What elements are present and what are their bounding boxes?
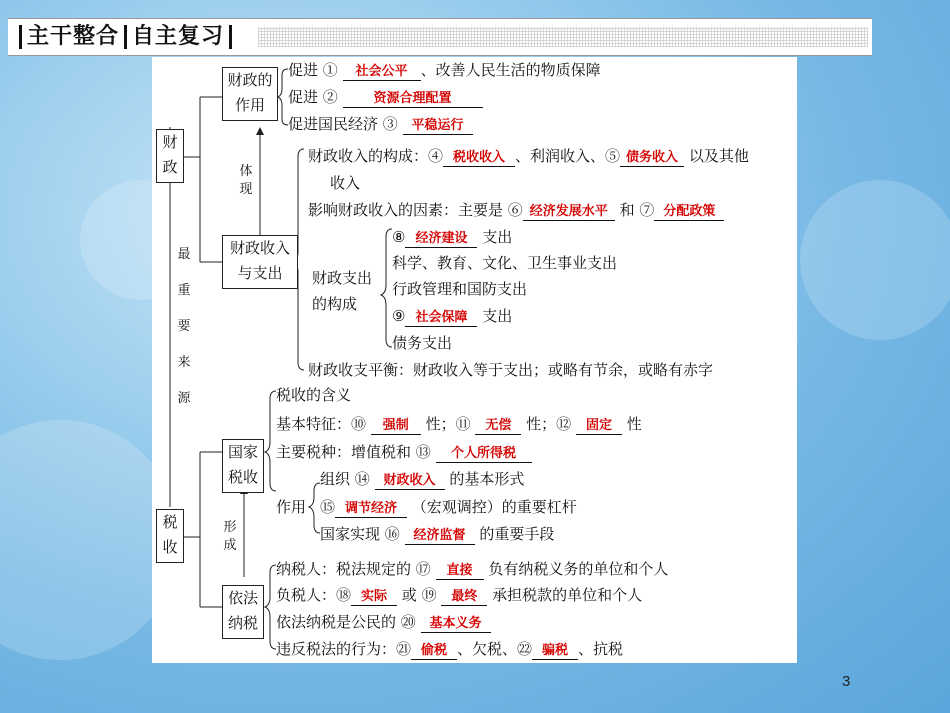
text-fragment: 国家实现 ⑯	[320, 525, 400, 543]
answer-blank: 平稳运行	[403, 118, 473, 135]
text-fragment: 基本特征：⑩	[276, 415, 367, 433]
fiscal-balance: 财政收支平衡：财政收入等于支出；或略有节余，或略有赤字	[308, 361, 714, 379]
header-decoration	[258, 27, 868, 47]
text-fragment: 负税人：⑱	[276, 586, 352, 604]
form-label: 形成	[223, 520, 237, 553]
section-header	[8, 18, 872, 56]
text-fragment: 、欠税、㉒	[457, 640, 533, 658]
revenue-expenditure-box	[222, 235, 298, 289]
answer-blank: 财政收入	[375, 473, 445, 490]
revenue-composition-cont: 收入	[330, 174, 361, 192]
finance-role-item	[288, 87, 483, 108]
text-fragment: ⑧	[392, 228, 406, 246]
tax-role-label: 作用	[276, 498, 307, 516]
answer-blank: 分配政策	[654, 204, 724, 221]
answer-blank: 社会公平	[343, 64, 421, 81]
answer-blank: 强制	[371, 418, 421, 435]
text-fragment: （宏观调控）的重要杠杆	[411, 498, 577, 516]
expenditure-item	[392, 306, 512, 327]
finance-root-box	[156, 129, 184, 183]
tax-root-label: 税收	[162, 513, 178, 556]
answer-blank: 经济建设	[405, 231, 477, 248]
text-fragment: 的基本形式	[449, 470, 525, 488]
answer-blank: 债务收入	[620, 150, 684, 167]
expenditure-item	[392, 227, 512, 248]
expenditure-item: 债务支出	[392, 334, 453, 352]
answer-blank: 最终	[441, 589, 487, 606]
lawful-tax-item	[276, 639, 623, 660]
knowledge-diagram	[152, 57, 797, 663]
most-important-source-label: 最重要来源	[177, 247, 191, 406]
text-fragment: 和 ⑦	[619, 201, 655, 219]
text-fragment: ⑨	[392, 307, 406, 325]
answer-blank: 经济监督	[405, 528, 475, 545]
expenditure-item: 科学、教育、文化、卫生事业支出	[392, 254, 618, 272]
text-fragment: 组织 ⑭	[320, 470, 370, 488]
text-fragment: 依法纳税是公民的 ⑳	[276, 613, 416, 631]
text-fragment: 违反税法的行为：㉑	[276, 640, 412, 658]
lawful-tax-box	[222, 585, 264, 639]
text-fragment: 促进国民经济 ③	[288, 115, 398, 133]
answer-blank: 骗税	[532, 643, 578, 660]
answer-blank: 实际	[351, 589, 397, 606]
text-fragment: 、利润收入、⑤	[515, 147, 621, 165]
revenue-composition	[308, 146, 749, 167]
text-fragment: 性；⑪	[425, 415, 471, 433]
tax-features	[276, 414, 642, 435]
header-part2: 自主复习	[132, 24, 225, 49]
text-fragment: 促进 ②	[288, 88, 338, 106]
text-fragment: 承担税款的单位和个人	[492, 586, 643, 604]
text-fragment: 或 ⑲	[401, 586, 437, 604]
section-title	[14, 22, 237, 52]
answer-blank: 个人所得税	[436, 446, 532, 463]
finance-role-item	[288, 60, 601, 81]
expenditure-label: 财政支出的构成	[312, 269, 373, 313]
text-fragment: 以及其他	[688, 147, 749, 165]
embody-label: 体现	[239, 164, 253, 197]
text-fragment: 主要税种：增值税和 ⑬	[276, 443, 431, 461]
text-fragment: 、抗税	[578, 640, 624, 658]
main-tax-types	[276, 442, 532, 463]
tax-role-item	[320, 469, 524, 490]
finance-role-label: 财政的作用	[227, 71, 273, 114]
text-fragment: 财政收入的构成：④	[308, 147, 444, 165]
text-fragment: 性	[626, 415, 642, 433]
revenue-expenditure-label: 财政收入与支出	[229, 239, 290, 282]
tax-role-item	[320, 497, 577, 518]
text-fragment: 性；⑫	[526, 415, 572, 433]
text-fragment: 纳税人：税法规定的 ⑰	[276, 560, 431, 578]
header-part1: 主干整合	[27, 24, 120, 49]
national-tax-box	[222, 439, 264, 493]
text-fragment: ⑮	[320, 498, 336, 516]
tax-role-item	[320, 524, 554, 545]
tax-meaning: 税收的含义	[276, 386, 352, 404]
text-fragment: 支出	[482, 228, 513, 246]
answer-blank: 资源合理配置	[343, 91, 483, 108]
revenue-factors	[308, 200, 724, 221]
lawful-tax-label: 依法纳税	[227, 589, 258, 632]
finance-role-item	[288, 114, 473, 135]
lawful-tax-item	[276, 612, 491, 633]
answer-blank: 调节经济	[335, 501, 407, 518]
answer-blank: 基本义务	[421, 616, 491, 633]
background-bokeh	[800, 180, 950, 340]
answer-blank: 经济发展水平	[523, 204, 615, 221]
finance-root-label: 财政	[162, 133, 178, 176]
answer-blank: 无偿	[475, 418, 521, 435]
lawful-tax-item	[276, 559, 668, 580]
text-fragment: 的重要手段	[479, 525, 555, 543]
finance-role-box	[222, 67, 278, 121]
text-fragment: 支出	[482, 307, 513, 325]
answer-blank: 社会保障	[405, 310, 477, 327]
answer-blank: 直接	[436, 563, 484, 580]
text-fragment: 负有纳税义务的单位和个人	[488, 560, 669, 578]
answer-blank: 固定	[576, 418, 622, 435]
tax-root-box	[156, 509, 184, 563]
expenditure-item: 行政管理和国防支出	[392, 280, 528, 298]
text-fragment: 影响财政收入的因素：主要是 ⑥	[308, 201, 523, 219]
text-fragment: 促进 ①	[288, 61, 338, 79]
national-tax-label: 国家税收	[227, 443, 258, 486]
answer-blank: 偷税	[411, 643, 457, 660]
lawful-tax-item	[276, 585, 642, 606]
answer-blank: 税收收入	[443, 150, 515, 167]
text-fragment: 、改善人民生活的物质保障	[420, 61, 601, 79]
page-number: 3	[842, 673, 851, 690]
